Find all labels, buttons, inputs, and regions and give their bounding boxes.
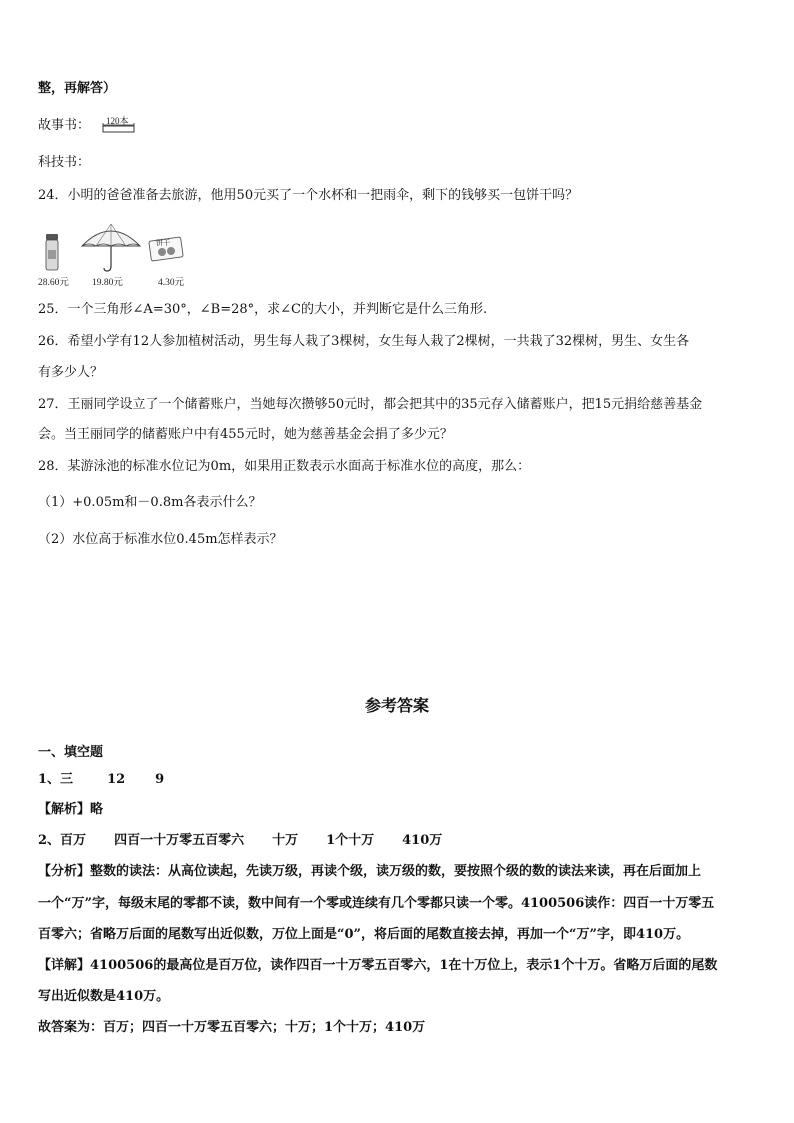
question-28: 28．某游泳池的标准水位记为0m，如果用正数表示水面高于标准水位的高度，那么： [38,459,531,474]
answer-2-val-4: 1个十万 [326,833,375,848]
storybook-bar [102,114,136,134]
answer-2-num: 2、 [38,833,61,848]
price-umbrella: 19.80元 [92,278,123,288]
answer-2 [38,832,442,850]
answer-1 [38,771,164,789]
cup-icon [44,232,60,272]
scibook-label: 科技书： [38,155,91,170]
answer-1-num: 1、 [38,772,61,787]
answer-2-analysis-line2: 一个“万”字，每级末尾的零都不读，数中间有一个零或连续有几个零都只读一个零。4100506读作：四百一十万零五 [38,896,715,911]
price-biscuit: 4.30元 [158,278,185,288]
answer-2-detail-line2: 写出近似数是410万。 [38,989,170,1004]
answer-1-val-2: 12 [107,772,126,787]
answers-title: 参考答案 [364,696,429,715]
q23-tail: 整，再解答） [38,81,117,96]
answer-2-analysis-line1: 【分析】整数的读法：从高位读起，先读万级，再读个级，读万级的数，要按照个级的数的读法来读，再在后面加上 [38,864,702,879]
answer-1-analysis: 【解析】略 [38,802,104,817]
answer-2-detail-line1: 【详解】4100506的最高位是百万位，读作四百一十万零五百零六，1在十万位上，表示1个十万。省略万后面的尾数 [38,958,718,973]
question-24: 24．小明的爸爸准备去旅游，他用50元买了一个水杯和一把雨伞，剩下的钱够买一包饼干吗？ [38,188,579,203]
question-25: 25．一个三角形∠A=30°，∠B=28°，求∠C的大小，并判断它是什么三角形. [38,302,488,317]
answer-2-final: 故答案为：百万；四百一十万零五百零六；十万；1个十万；410万 [38,1020,426,1035]
storybook-label: 故事书： [38,118,91,133]
question-28-part2: （2）水位高于标准水位0.45m怎样表示？ [38,532,283,547]
answer-2-analysis-line3: 百零六；省略万后面的尾数写出近似数，万位上面是“0”，将后面的尾数直接去掉，再加一个“万”字，即410万。 [38,927,690,942]
answer-2-val-3: 十万 [272,833,299,848]
question-26-line1: 26．希望小学有12人参加植树活动，男生每人栽了3棵树，女生每人栽了2棵树，一共栽了32棵树，男生、女生各 [38,334,690,349]
answer-1-val-1: 三 [60,772,74,787]
umbrella-icon [80,220,142,274]
biscuit-pack-text: 饼干 [156,239,170,247]
answer-2-val-5: 410万 [402,833,443,848]
question-27-line1: 27．王丽同学设立了一个储蓄账户，当她每次攒够50元时，都会把其中的35元存入储蓄账户，把15元捐给慈善基金 [38,397,703,412]
price-cup: 28.60元 [38,278,69,288]
section-fill-blank: 一、填空题 [38,745,104,760]
answer-2-val-1: 百万 [60,833,87,848]
question-26-line2: 有多少人？ [38,365,104,380]
storybook-bar-text: 120本 [106,116,129,126]
biscuit-icon [146,236,186,264]
answer-1-val-3: 9 [155,772,165,787]
question-28-part1: （1）+0.05m和－0.8m各表示什么？ [38,495,262,510]
question-27-line2: 会。当王丽同学的储蓄账户中有455元时，她为慈善基金会捐了多少元？ [38,427,453,442]
answer-2-val-2: 四百一十万零五百零六 [114,833,245,848]
